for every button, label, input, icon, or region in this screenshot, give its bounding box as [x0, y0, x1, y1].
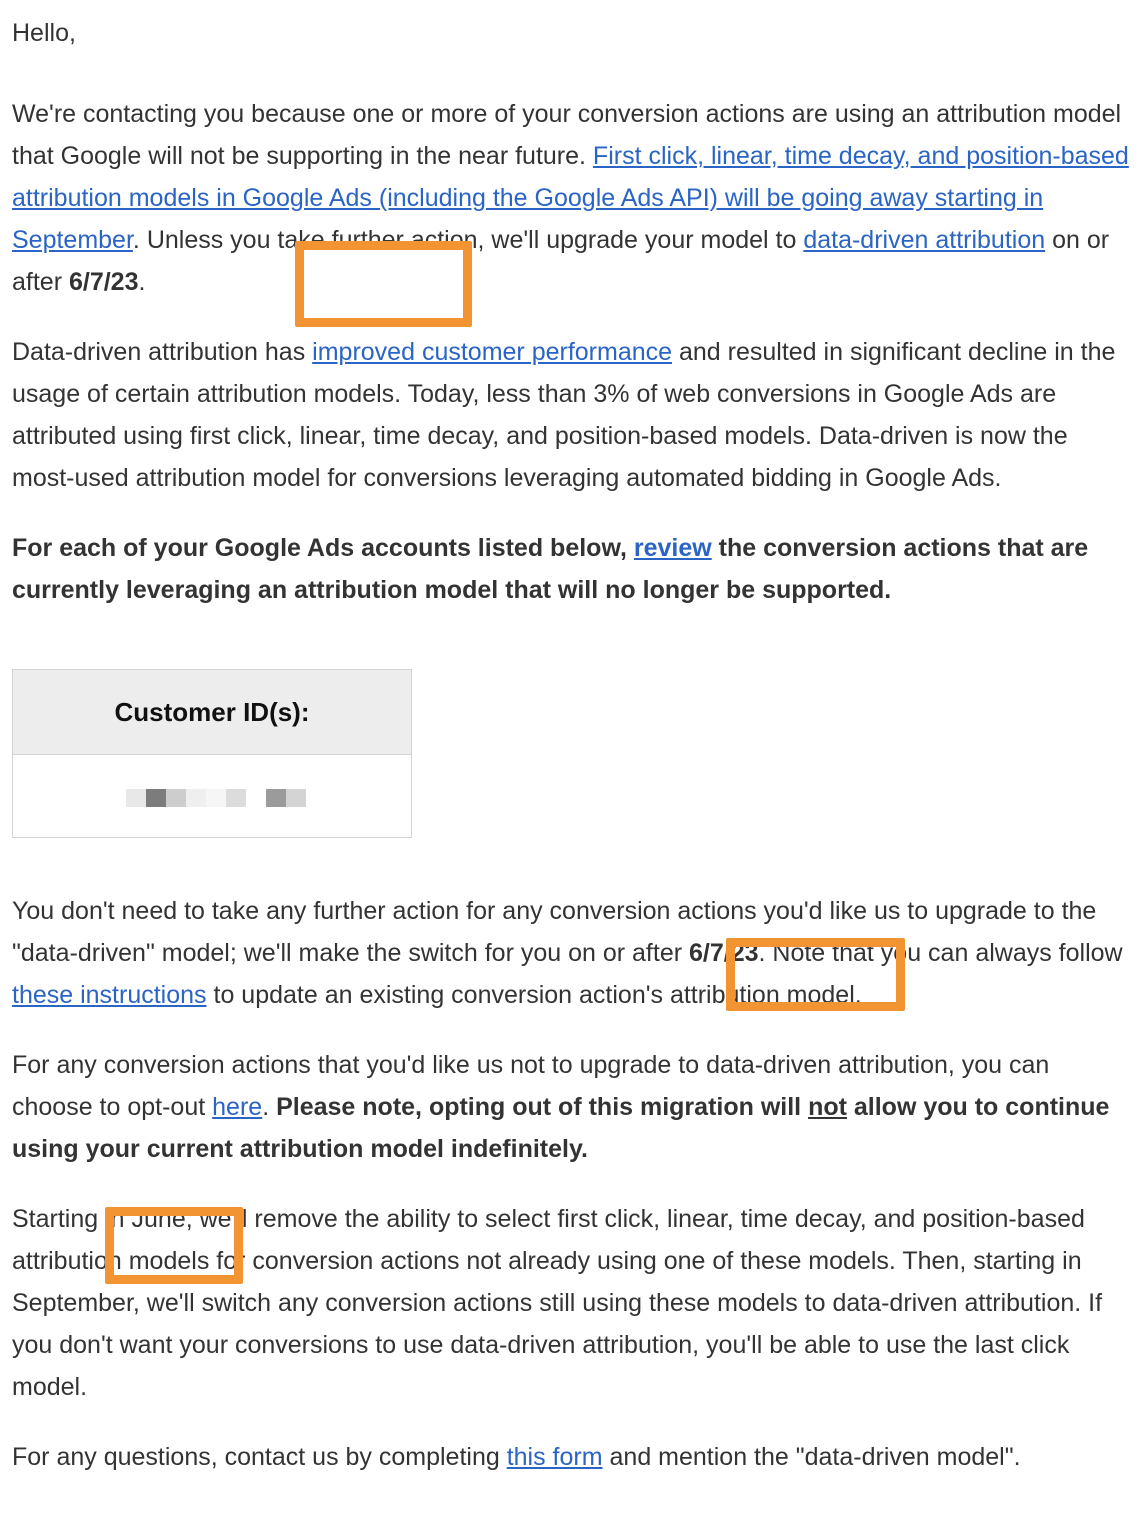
- redacted-block: [226, 789, 246, 807]
- paragraph-review: [12, 527, 1130, 611]
- paragraph-timeline: Starting in June, we'll remove the ability to select first click, linear, time decay, and position-based attribution models for conversion actions not already using one of these models. Then, starting in September, we'll switch any conversion actions still using these models to data-driven attribution. If you don't want your conversions to use data-driven attribution, you'll be able to use the last click model.: [12, 1205, 1103, 1401]
- text: For any questions, contact us by completing: [12, 1443, 507, 1471]
- email-body: [12, 12, 1130, 1506]
- redacted-block: [286, 789, 306, 807]
- text: We're contacting you because one or more of your conversion actions are using an attribution model that Google will not be supporting in the near future.: [12, 100, 1122, 170]
- text: allow you to continue using your current attribution model indefinitely.: [12, 1093, 1110, 1163]
- emphasis-not: not: [808, 1093, 847, 1121]
- customer-id-header: Customer ID(s):: [13, 670, 411, 755]
- text: Please note, opting out of this migration will: [276, 1093, 809, 1121]
- improved-performance-link[interactable]: improved customer performance: [312, 338, 673, 366]
- redacted-block: [186, 789, 206, 807]
- paragraph-no-action: [12, 890, 1130, 1016]
- text: .: [262, 1093, 277, 1121]
- redacted-block: [146, 789, 166, 807]
- text: to update an existing conversion action's attribution model.: [206, 981, 862, 1009]
- text: .: [138, 268, 146, 296]
- text: . Unless you take further action, we'll upgrade your model to: [132, 226, 804, 254]
- opt-out-link[interactable]: here: [212, 1093, 263, 1121]
- text: on or after: [12, 226, 1110, 296]
- switch-date: 6/7/23: [689, 939, 759, 967]
- redacted-block: [206, 789, 226, 807]
- customer-id-table: [12, 669, 412, 838]
- text: and resulted in significant decline in the usage of certain attribution models. Today, less than 3% of web conversions in Google Ads are attributed using first click, linear, time decay, and position-based models. Data-driven is now the most-used attribution model for conversions leveraging automated bidding in Google Ads.: [12, 338, 1116, 492]
- text: the conversion actions that are currently leveraging an attribution model that will no longer be supported.: [12, 534, 1089, 604]
- paragraph-opt-out: [12, 1044, 1130, 1170]
- upgrade-date: 6/7/23: [68, 268, 139, 296]
- text: . Note that you can always follow: [758, 939, 1123, 967]
- this-form-link[interactable]: this form: [506, 1443, 603, 1471]
- greeting: Hello,: [12, 19, 76, 47]
- redacted-block: [126, 789, 146, 807]
- these-instructions-link[interactable]: these instructions: [12, 981, 207, 1009]
- text: Data-driven attribution has: [12, 338, 313, 366]
- paragraph-performance: [12, 331, 1130, 499]
- paragraph-questions: [12, 1436, 1130, 1478]
- text: For any conversion actions that you'd like us not to upgrade to data-driven attribution, you can choose to opt-out: [12, 1051, 1050, 1121]
- review-link[interactable]: review: [633, 534, 712, 562]
- redacted-block: [166, 789, 186, 807]
- text: and mention the "data-driven model".: [602, 1443, 1021, 1471]
- text: You don't need to take any further action for any conversion actions you'd like us to upgrade to the "data-driven" model; we'll make the switch for you on or after: [12, 897, 1097, 967]
- paragraph-model-deprecation: [12, 93, 1130, 303]
- text: For each of your Google Ads accounts listed below,: [12, 534, 634, 562]
- redacted-block: [266, 789, 286, 807]
- data-driven-attribution-link[interactable]: data-driven attribution: [803, 226, 1046, 254]
- customer-id-redacted: [13, 755, 411, 837]
- deprecation-link[interactable]: First click, linear, time decay, and position-based attribution models in Google Ads (including the Google Ads API) will be going away starting in September: [12, 142, 1129, 254]
